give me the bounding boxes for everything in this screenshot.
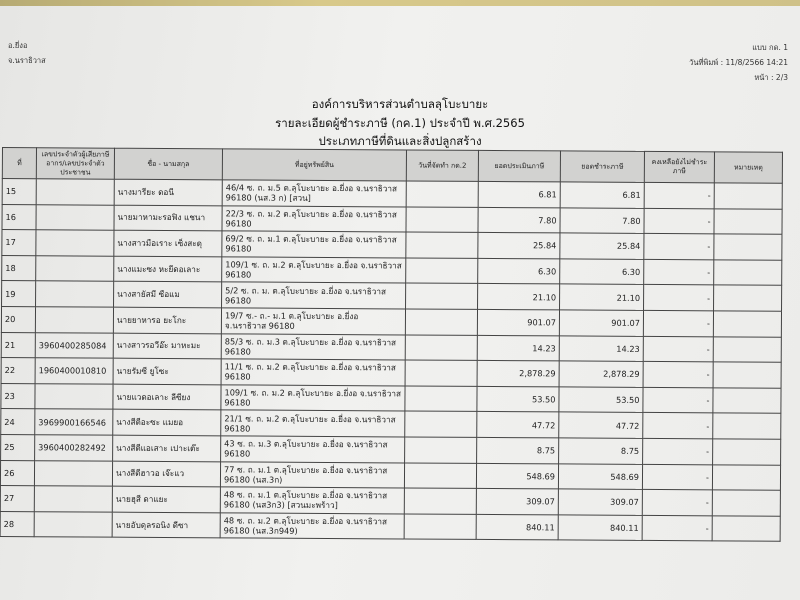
kd2-date-cell bbox=[405, 335, 477, 361]
paid-tax-cell: 14.23 bbox=[559, 335, 643, 361]
report-title: รายละเอียดผู้ชำระภาษี (กค.1) ประจำปี พ.ศ.2565 bbox=[275, 116, 525, 130]
paid-tax-cell: 840.11 bbox=[558, 515, 642, 541]
kd2-date-cell bbox=[406, 258, 478, 284]
paid-tax-cell: 8.75 bbox=[559, 438, 643, 464]
taxpayer-name-cell: นายฮุสี ดาแยะ bbox=[112, 486, 220, 512]
kd2-date-cell bbox=[404, 514, 476, 540]
print-date: วันที่พิมพ์ : 11/8/2566 14:21 bbox=[689, 58, 788, 67]
row-number-cell: 20 bbox=[1, 306, 35, 332]
org-title: องค์การบริหารส่วนตำบลลุโบะบายะ bbox=[311, 97, 489, 111]
taxpayer-id-cell: 3969900166546 bbox=[35, 409, 113, 435]
remark-cell bbox=[714, 208, 782, 234]
paid-tax-cell: 548.69 bbox=[558, 463, 642, 489]
kd2-date-cell bbox=[406, 207, 478, 233]
header-cell: ที่อยู่ทรัพย์สิน bbox=[222, 149, 406, 181]
remaining-tax-cell: - bbox=[643, 438, 713, 464]
taxpayer-id-cell bbox=[35, 383, 113, 409]
tax-type-title: ประเภทภาษีที่ดินและสิ่งปลูกสร้าง bbox=[318, 134, 482, 148]
remaining-tax-cell: - bbox=[643, 310, 713, 336]
remaining-tax-cell: - bbox=[644, 208, 714, 234]
taxpayer-id-cell: 1960400010810 bbox=[35, 358, 113, 384]
taxpayer-name-cell: นางสายัสมี ซือแม bbox=[114, 282, 222, 308]
remark-cell bbox=[712, 490, 780, 516]
page-number: หน้า : 2/3 bbox=[754, 73, 788, 82]
taxpayer-name-cell: นางสีตีอะซะ แมยอ bbox=[113, 410, 221, 436]
taxpayer-name-cell: นางสีตีแอเสาะ เปาะเต๊ะ bbox=[113, 435, 221, 461]
taxpayer-name-cell: นางสาวมือเราะ เซ็งสะดุ bbox=[114, 230, 222, 256]
row-number-cell: 19 bbox=[2, 281, 36, 307]
property-address-cell: 43 ซ. ถ. ม.3 ต.ลุโบะบายะ อ.ยี่งอ จ.นราธิวาส 96180 bbox=[221, 436, 405, 463]
property-address-cell: 19/7 ซ.- ถ.- ม.1 ต.ลุโบะบายะ อ.ยี่งอ จ.นราธิวาส 96180 bbox=[221, 308, 405, 335]
property-address-cell: 22/3 ซ. ถ. ม.2 ต.ลุโบะบายะ อ.ยี่งอ จ.นราธิวาส 96180 bbox=[222, 205, 406, 232]
property-address-cell: 48 ซ. ถ. ม.1 ต.ลุโบะบายะ อ.ยี่งอ จ.นราธิวาส 96180 (นส3ก3) [สวนมะพร้าว] bbox=[220, 487, 404, 514]
assessed-tax-cell: 53.50 bbox=[477, 386, 559, 412]
header-cell: วันที่จัดทำ กด.2 bbox=[406, 150, 478, 181]
table-row bbox=[0, 511, 780, 541]
kd2-date-cell bbox=[405, 437, 477, 463]
header-cell: ยอดชำระภาษี bbox=[560, 151, 644, 183]
kd2-date-cell bbox=[405, 309, 477, 335]
taxpayer-id-cell bbox=[36, 230, 114, 256]
header-cell: ที่ bbox=[2, 148, 36, 179]
row-number-cell: 17 bbox=[2, 230, 36, 256]
assessed-tax-cell: 8.75 bbox=[477, 437, 559, 463]
taxpayer-id-cell bbox=[35, 307, 113, 333]
row-number-cell: 23 bbox=[1, 383, 35, 409]
row-number-cell: 24 bbox=[1, 409, 35, 435]
remark-cell bbox=[713, 439, 781, 465]
remark-cell bbox=[714, 234, 782, 260]
paid-tax-cell: 901.07 bbox=[559, 310, 643, 336]
province-label: จ.นราธิวาส bbox=[8, 56, 46, 65]
kd2-date-cell bbox=[405, 360, 477, 386]
paid-tax-cell: 47.72 bbox=[559, 412, 643, 438]
row-number-cell: 21 bbox=[1, 332, 35, 358]
remaining-tax-cell: - bbox=[644, 259, 714, 285]
taxpayer-name-cell: นายยาหารอ ยะโกะ bbox=[113, 307, 221, 333]
property-address-cell: 109/1 ซ. ถ. ม.2 ต.ลุโบะบายะ อ.ยี่งอ จ.นราธิวาส 96180 bbox=[222, 257, 406, 284]
kd2-date-cell bbox=[406, 232, 478, 258]
taxpayer-id-cell bbox=[36, 204, 114, 230]
row-number-cell: 16 bbox=[2, 204, 36, 230]
row-number-cell: 18 bbox=[2, 255, 36, 281]
paid-tax-cell: 2,878.29 bbox=[559, 361, 643, 387]
remark-cell bbox=[714, 183, 782, 209]
header-cell: ชื่อ - นามสกุล bbox=[114, 148, 222, 180]
assessed-tax-cell: 6.81 bbox=[478, 181, 560, 207]
assessed-tax-cell: 901.07 bbox=[477, 309, 559, 335]
remaining-tax-cell: - bbox=[644, 234, 714, 260]
header-cell: ยอดประเมินภาษี bbox=[478, 150, 560, 182]
remark-cell bbox=[714, 260, 782, 286]
header-cell: หมายเหตุ bbox=[714, 152, 782, 183]
property-address-cell: 5/2 ซ. ถ. ม. ต.ลุโบะบายะ อ.ยี่งอ จ.นราธิวาส 96180 bbox=[222, 282, 406, 309]
assessed-tax-cell: 840.11 bbox=[476, 514, 558, 540]
paid-tax-cell: 6.30 bbox=[560, 259, 644, 285]
property-address-cell: 77 ซ. ถ. ม.1 ต.ลุโบะบายะ อ.ยี่งอ จ.นราธิวาส 96180 (นส.3ก) bbox=[220, 461, 404, 488]
remark-cell bbox=[713, 362, 781, 388]
kd2-date-cell bbox=[404, 462, 476, 488]
row-number-cell: 28 bbox=[0, 511, 34, 537]
property-address-cell: 69/2 ซ. ถ. ม.1 ต.ลุโบะบายะ อ.ยี่งอ จ.นราธิวาส 96180 bbox=[222, 231, 406, 258]
assessed-tax-cell: 2,878.29 bbox=[477, 361, 559, 387]
remark-cell bbox=[713, 311, 781, 337]
remark-cell bbox=[714, 285, 782, 311]
taxpayer-id-cell bbox=[36, 281, 114, 307]
taxpayer-name-cell: นางสาวรอวีอ๊ะ มาหะมะ bbox=[113, 333, 221, 359]
taxpayer-name-cell: นายมาหามะรอฟิง แชนา bbox=[114, 205, 222, 231]
kd2-date-cell bbox=[404, 488, 476, 514]
remaining-tax-cell: - bbox=[642, 515, 712, 541]
paid-tax-cell: 7.80 bbox=[560, 208, 644, 234]
taxpayer-name-cell: นางมารียะ ดอนี bbox=[114, 179, 222, 205]
taxpayer-id-cell: 3960400282492 bbox=[35, 435, 113, 461]
taxpayer-name-cell: นายรัมซี ยูโซะ bbox=[113, 358, 221, 384]
property-address-cell: 48 ซ. ถ. ม.2 ต.ลุโบะบายะ อ.ยี่งอ จ.นราธิวาส 96180 (นส.3ก949) bbox=[220, 513, 404, 540]
remaining-tax-cell: - bbox=[643, 387, 713, 413]
remaining-tax-cell: - bbox=[642, 464, 712, 490]
remaining-tax-cell: - bbox=[644, 285, 714, 311]
table-body bbox=[0, 179, 782, 542]
property-address-cell: 46/4 ซ. ถ. ม.5 ต.ลุโบะบายะ อ.ยี่งอ จ.นราธิวาส 96180 (นส.3 ก) [สวน] bbox=[222, 180, 406, 207]
remark-cell bbox=[713, 336, 781, 362]
assessed-tax-cell: 309.07 bbox=[476, 489, 558, 515]
remaining-tax-cell: - bbox=[643, 362, 713, 388]
remaining-tax-cell: - bbox=[643, 336, 713, 362]
kd2-date-cell bbox=[405, 386, 477, 412]
paid-tax-cell: 53.50 bbox=[559, 387, 643, 413]
district-label: อ.ยี่งอ bbox=[8, 41, 28, 50]
assessed-tax-cell: 47.72 bbox=[477, 412, 559, 438]
kd2-date-cell bbox=[406, 283, 478, 309]
taxpayer-name-cell: นางแมะซง หะยีดอเลาะ bbox=[114, 256, 222, 282]
row-number-cell: 22 bbox=[1, 358, 35, 384]
taxpayer-name-cell: นายแวดอเลาะ ลีซียง bbox=[113, 384, 221, 410]
remark-cell bbox=[713, 413, 781, 439]
taxpayer-table bbox=[0, 147, 783, 542]
assessed-tax-cell: 21.10 bbox=[478, 284, 560, 310]
paid-tax-cell: 25.84 bbox=[560, 233, 644, 259]
remark-cell bbox=[712, 516, 780, 542]
row-number-cell: 26 bbox=[0, 460, 34, 486]
property-address-cell: 11/1 ซ. ถ. ม.2 ต.ลุโบะบายะ อ.ยี่งอ จ.นราธิวาส 96180 bbox=[221, 359, 405, 386]
taxpayer-id-cell bbox=[34, 460, 112, 486]
remaining-tax-cell: - bbox=[644, 182, 714, 208]
taxpayer-id-cell bbox=[36, 255, 114, 281]
paid-tax-cell: 6.81 bbox=[560, 182, 644, 208]
row-number-cell: 25 bbox=[1, 434, 35, 460]
assessed-tax-cell: 14.23 bbox=[477, 335, 559, 361]
kd2-date-cell bbox=[406, 181, 478, 207]
taxpayer-id-cell bbox=[34, 486, 112, 512]
remaining-tax-cell: - bbox=[643, 413, 713, 439]
row-number-cell: 27 bbox=[0, 486, 34, 512]
taxpayer-name-cell: นายอับดุลรอนิง ดีซา bbox=[112, 512, 220, 538]
taxpayer-id-cell bbox=[36, 179, 114, 205]
taxpayer-id-cell bbox=[34, 511, 112, 537]
assessed-tax-cell: 25.84 bbox=[478, 233, 560, 259]
header-cell: เลขประจำตัวผู้เสียภาษีอากร/เลขประจำตัวประชาชน bbox=[36, 148, 114, 179]
paid-tax-cell: 309.07 bbox=[558, 489, 642, 515]
property-address-cell: 109/1 ซ. ถ. ม.2 ต.ลุโบะบายะ อ.ยี่งอ จ.นราธิวาส 96180 bbox=[221, 385, 405, 412]
taxpayer-name-cell: นางสีตีฮาวอ เจ๊ะแว bbox=[112, 461, 220, 487]
table-header-row bbox=[2, 148, 782, 184]
paid-tax-cell: 21.10 bbox=[560, 284, 644, 310]
remark-cell bbox=[712, 464, 780, 490]
assessed-tax-cell: 7.80 bbox=[478, 207, 560, 233]
kd2-date-cell bbox=[405, 411, 477, 437]
property-address-cell: 21/1 ซ. ถ. ม.2 ต.ลุโบะบายะ อ.ยี่งอ จ.นราธิวาส 96180 bbox=[221, 410, 405, 437]
header-cell: คงเหลือยังไม่ชำระภาษี bbox=[644, 151, 714, 182]
remark-cell bbox=[713, 388, 781, 414]
taxpayer-id-cell: 3960400285084 bbox=[35, 332, 113, 358]
assessed-tax-cell: 548.69 bbox=[476, 463, 558, 489]
property-address-cell: 85/3 ซ. ถ. ม.3 ต.ลุโบะบายะ อ.ยี่งอ จ.นราธิวาส 96180 bbox=[221, 333, 405, 360]
background-surface bbox=[0, 0, 800, 6]
row-number-cell: 15 bbox=[2, 179, 36, 205]
assessed-tax-cell: 6.30 bbox=[478, 258, 560, 284]
form-code: แบบ กด. 1 bbox=[752, 43, 788, 52]
remaining-tax-cell: - bbox=[642, 490, 712, 516]
